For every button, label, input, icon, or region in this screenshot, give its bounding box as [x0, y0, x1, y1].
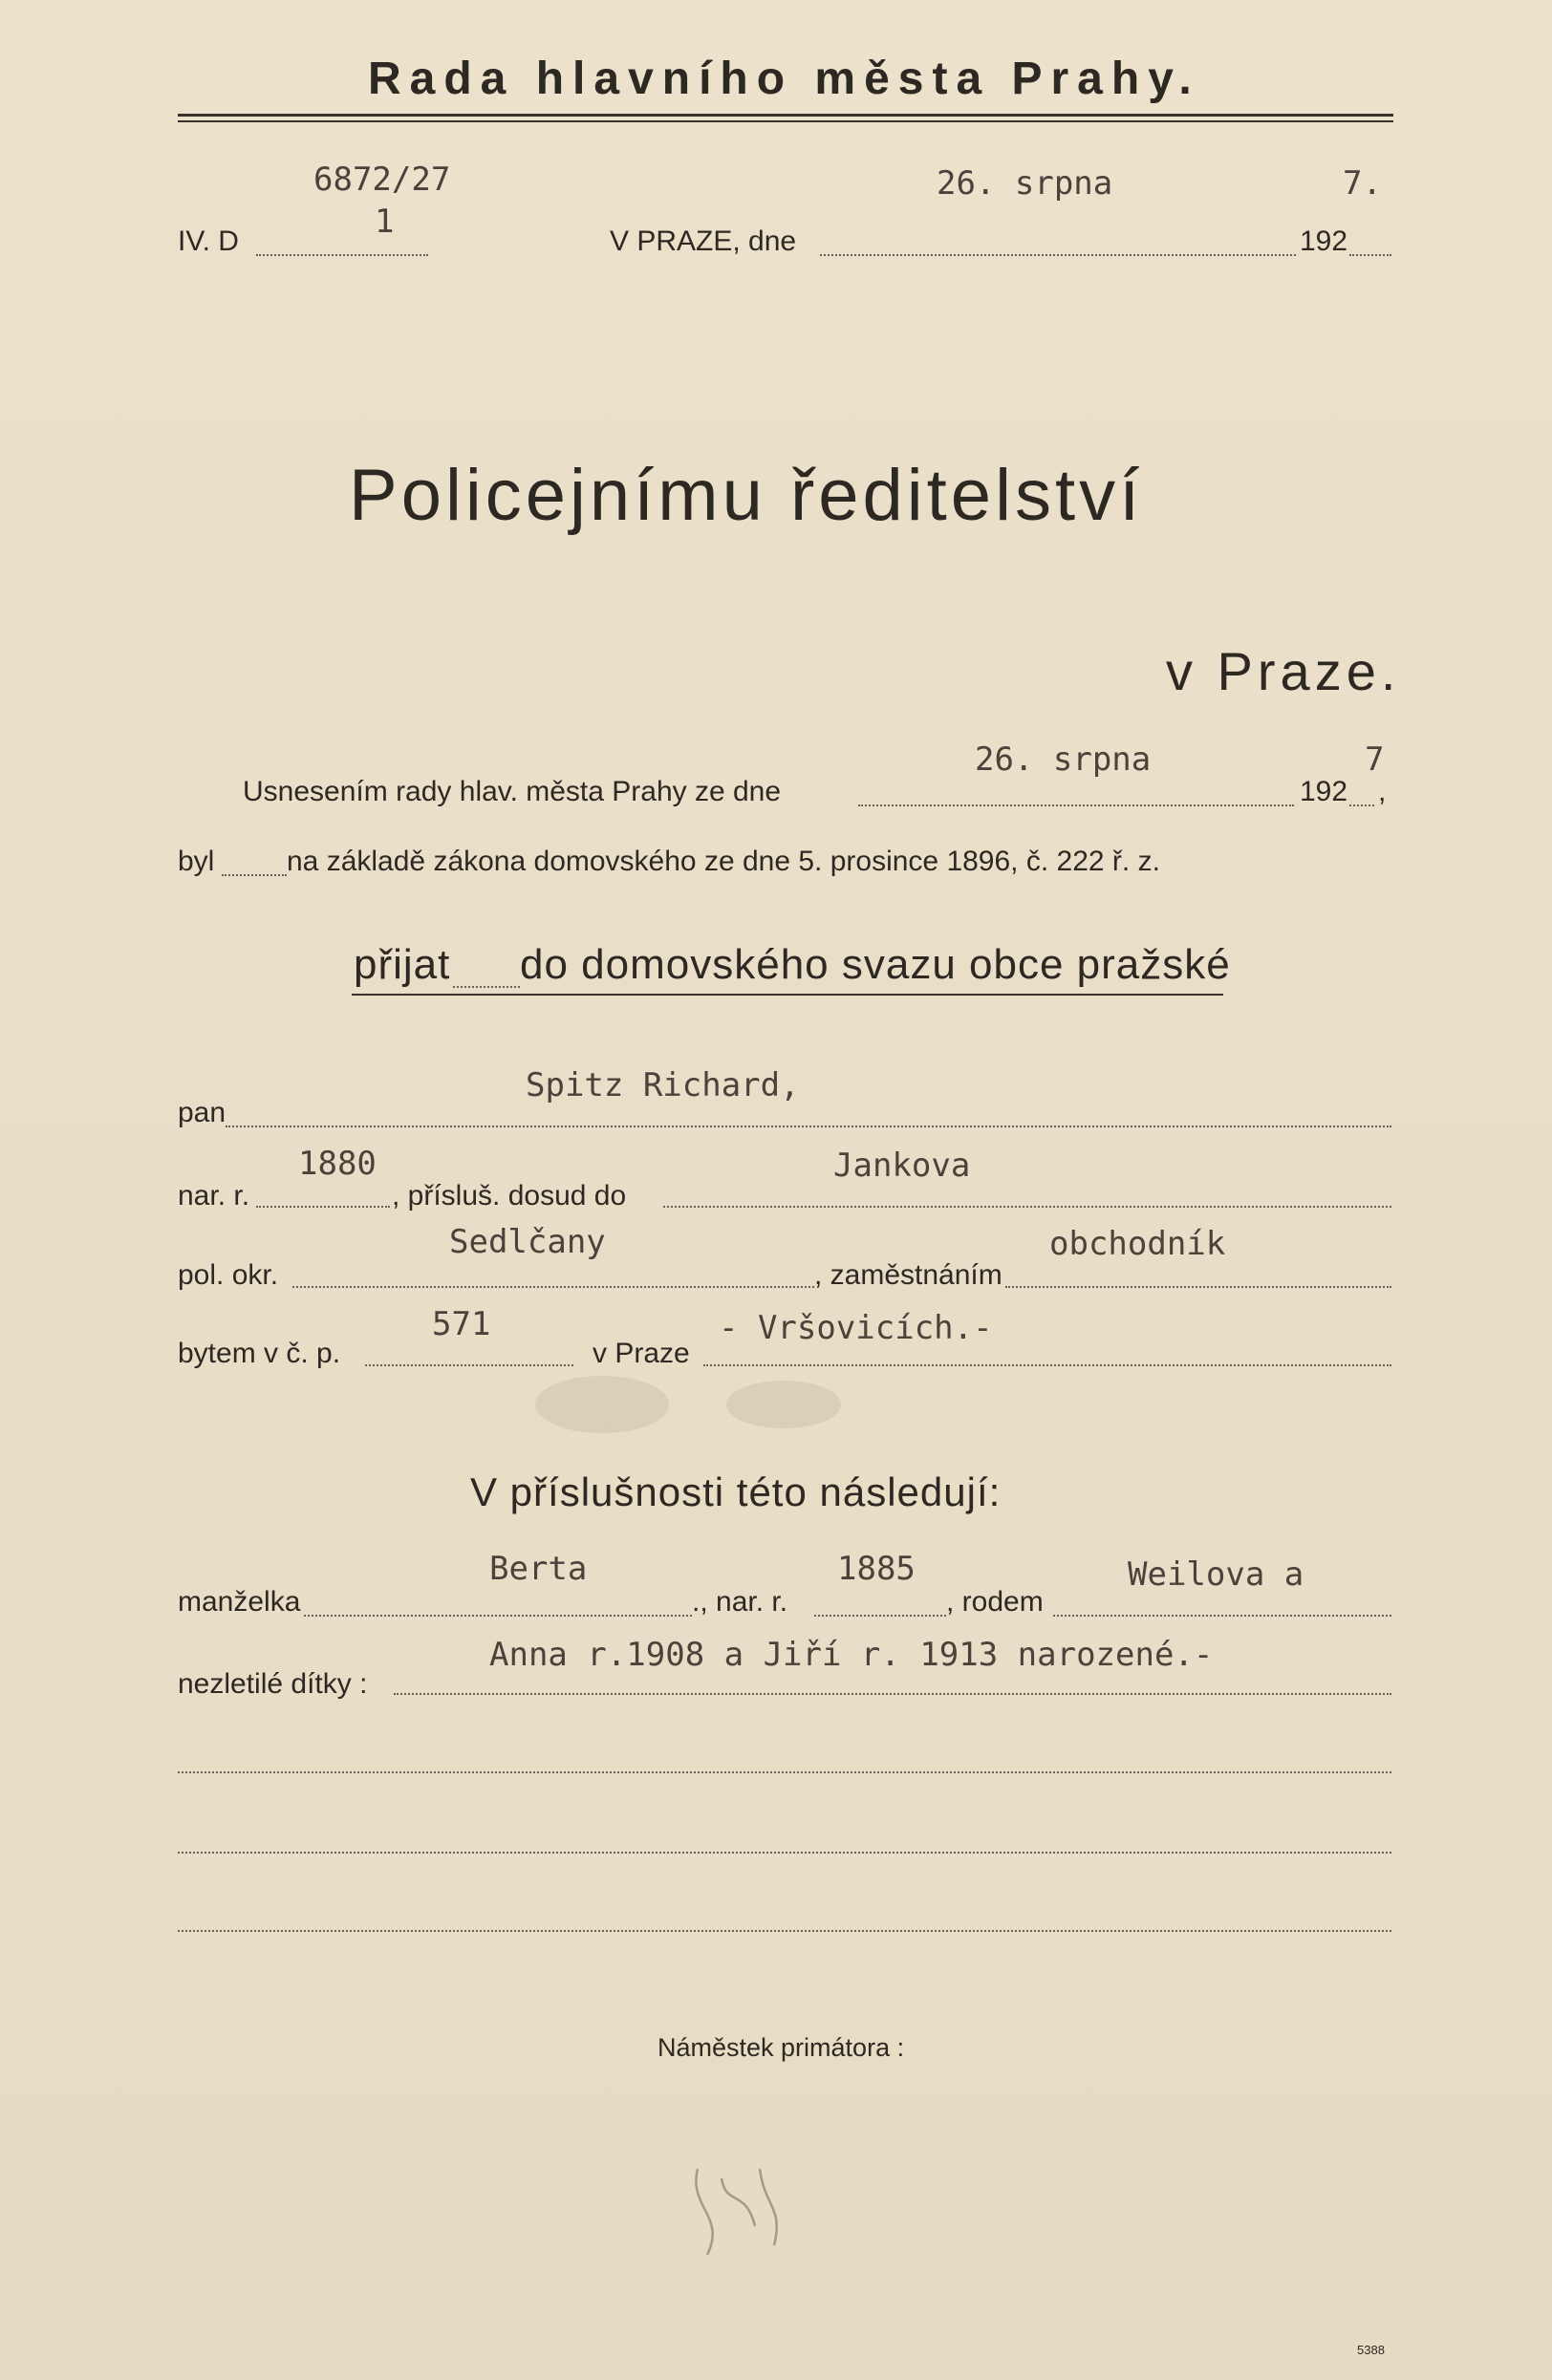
district-label: pol. okr. [178, 1259, 279, 1291]
addressee-city: v Praze. [1166, 641, 1401, 701]
dots [292, 1286, 814, 1288]
resolution-text: Usnesením rady hlav. města Prahy ze dne [243, 776, 782, 807]
dots [1053, 1615, 1391, 1617]
person-name: Spitz Richard, [526, 1066, 800, 1104]
wife-label: manželka [178, 1586, 301, 1618]
dots [1005, 1286, 1391, 1288]
department-label: IV. D [178, 225, 239, 257]
dots [663, 1206, 1391, 1208]
resolution-date: 26. srpna [975, 740, 1152, 779]
accepted-text: do domovského svazu obce pražské [520, 941, 1231, 988]
wife-birth-year: 1885 [837, 1550, 916, 1588]
pan-label: pan [178, 1097, 226, 1128]
byl-label: byl [178, 846, 215, 877]
domicile-value: Jankova [833, 1147, 971, 1185]
dots [703, 1364, 1391, 1366]
birth-label: nar. r. [178, 1180, 250, 1211]
stamp-mark [726, 1381, 841, 1428]
print-code: 5388 [1357, 2343, 1385, 2357]
law-text: na základě zákona domovského ze dne 5. prosince 1896, č. 222 ř. z. [287, 846, 1160, 877]
reference-subnumber: 1 [375, 203, 395, 241]
domicile-label: , přísluš. dosud do [392, 1180, 627, 1211]
children-value: Anna r.1908 a Jiří r. 1913 narozené.- [489, 1636, 1214, 1674]
dots [222, 874, 287, 876]
children-label: nezletilé dítky : [178, 1668, 368, 1700]
dots [858, 804, 1294, 806]
blank-line [178, 1930, 1391, 1932]
council-header: Rada hlavního města Prahy. [368, 54, 1200, 104]
residence-label: bytem v č. p. [178, 1338, 341, 1369]
accepted-underline [352, 994, 1223, 996]
signature-label: Náměstek primátora : [657, 2033, 905, 2062]
reference-number: 6872/27 [313, 161, 451, 199]
house-number: 571 [432, 1305, 491, 1343]
resolution-year-suffix: , [1378, 776, 1387, 807]
dots [820, 254, 1296, 256]
header-rule-top [178, 114, 1393, 117]
dots [453, 986, 520, 988]
occupation-label: , zaměstnáním [814, 1259, 1002, 1291]
year-digit: 7. [1343, 164, 1382, 203]
birth-year: 1880 [298, 1145, 377, 1183]
dots [365, 1364, 573, 1366]
resolution-year-digit: 7 [1365, 740, 1385, 779]
stamp-mark [535, 1376, 669, 1433]
wife-name: Berta [489, 1550, 588, 1588]
wife-birth-label: ., nar. r. [692, 1586, 788, 1618]
district-value: Sedlčany [449, 1223, 606, 1261]
blank-line [178, 1771, 1391, 1773]
dots [814, 1615, 946, 1617]
dots [1349, 254, 1391, 256]
dots [394, 1693, 1391, 1695]
dots [226, 1126, 1391, 1127]
prague-district: - Vršovicích.- [719, 1309, 993, 1347]
place-date-label: V PRAZE, dne [610, 225, 797, 257]
family-heading: V příslušnosti této následují: [470, 1469, 1002, 1514]
dots [256, 254, 428, 256]
resolution-year-prefix: 192 [1300, 776, 1348, 807]
header-date: 26. srpna [937, 164, 1113, 203]
prague-label: v Praze [593, 1338, 690, 1369]
dots [256, 1206, 390, 1208]
wife-maiden-name: Weilova a [1128, 1555, 1304, 1594]
year-prefix: 192 [1300, 225, 1348, 257]
addressee-title: Policejnímu ředitelství [349, 455, 1144, 536]
header-rule-bottom [178, 120, 1393, 122]
dots [1349, 804, 1374, 806]
accepted-word: přijat [354, 941, 451, 988]
occupation-value: obchodník [1049, 1225, 1226, 1263]
rodem-label: , rodem [946, 1586, 1044, 1618]
dots [304, 1615, 692, 1617]
blank-line [178, 1852, 1391, 1854]
signature-mark [669, 2150, 803, 2274]
